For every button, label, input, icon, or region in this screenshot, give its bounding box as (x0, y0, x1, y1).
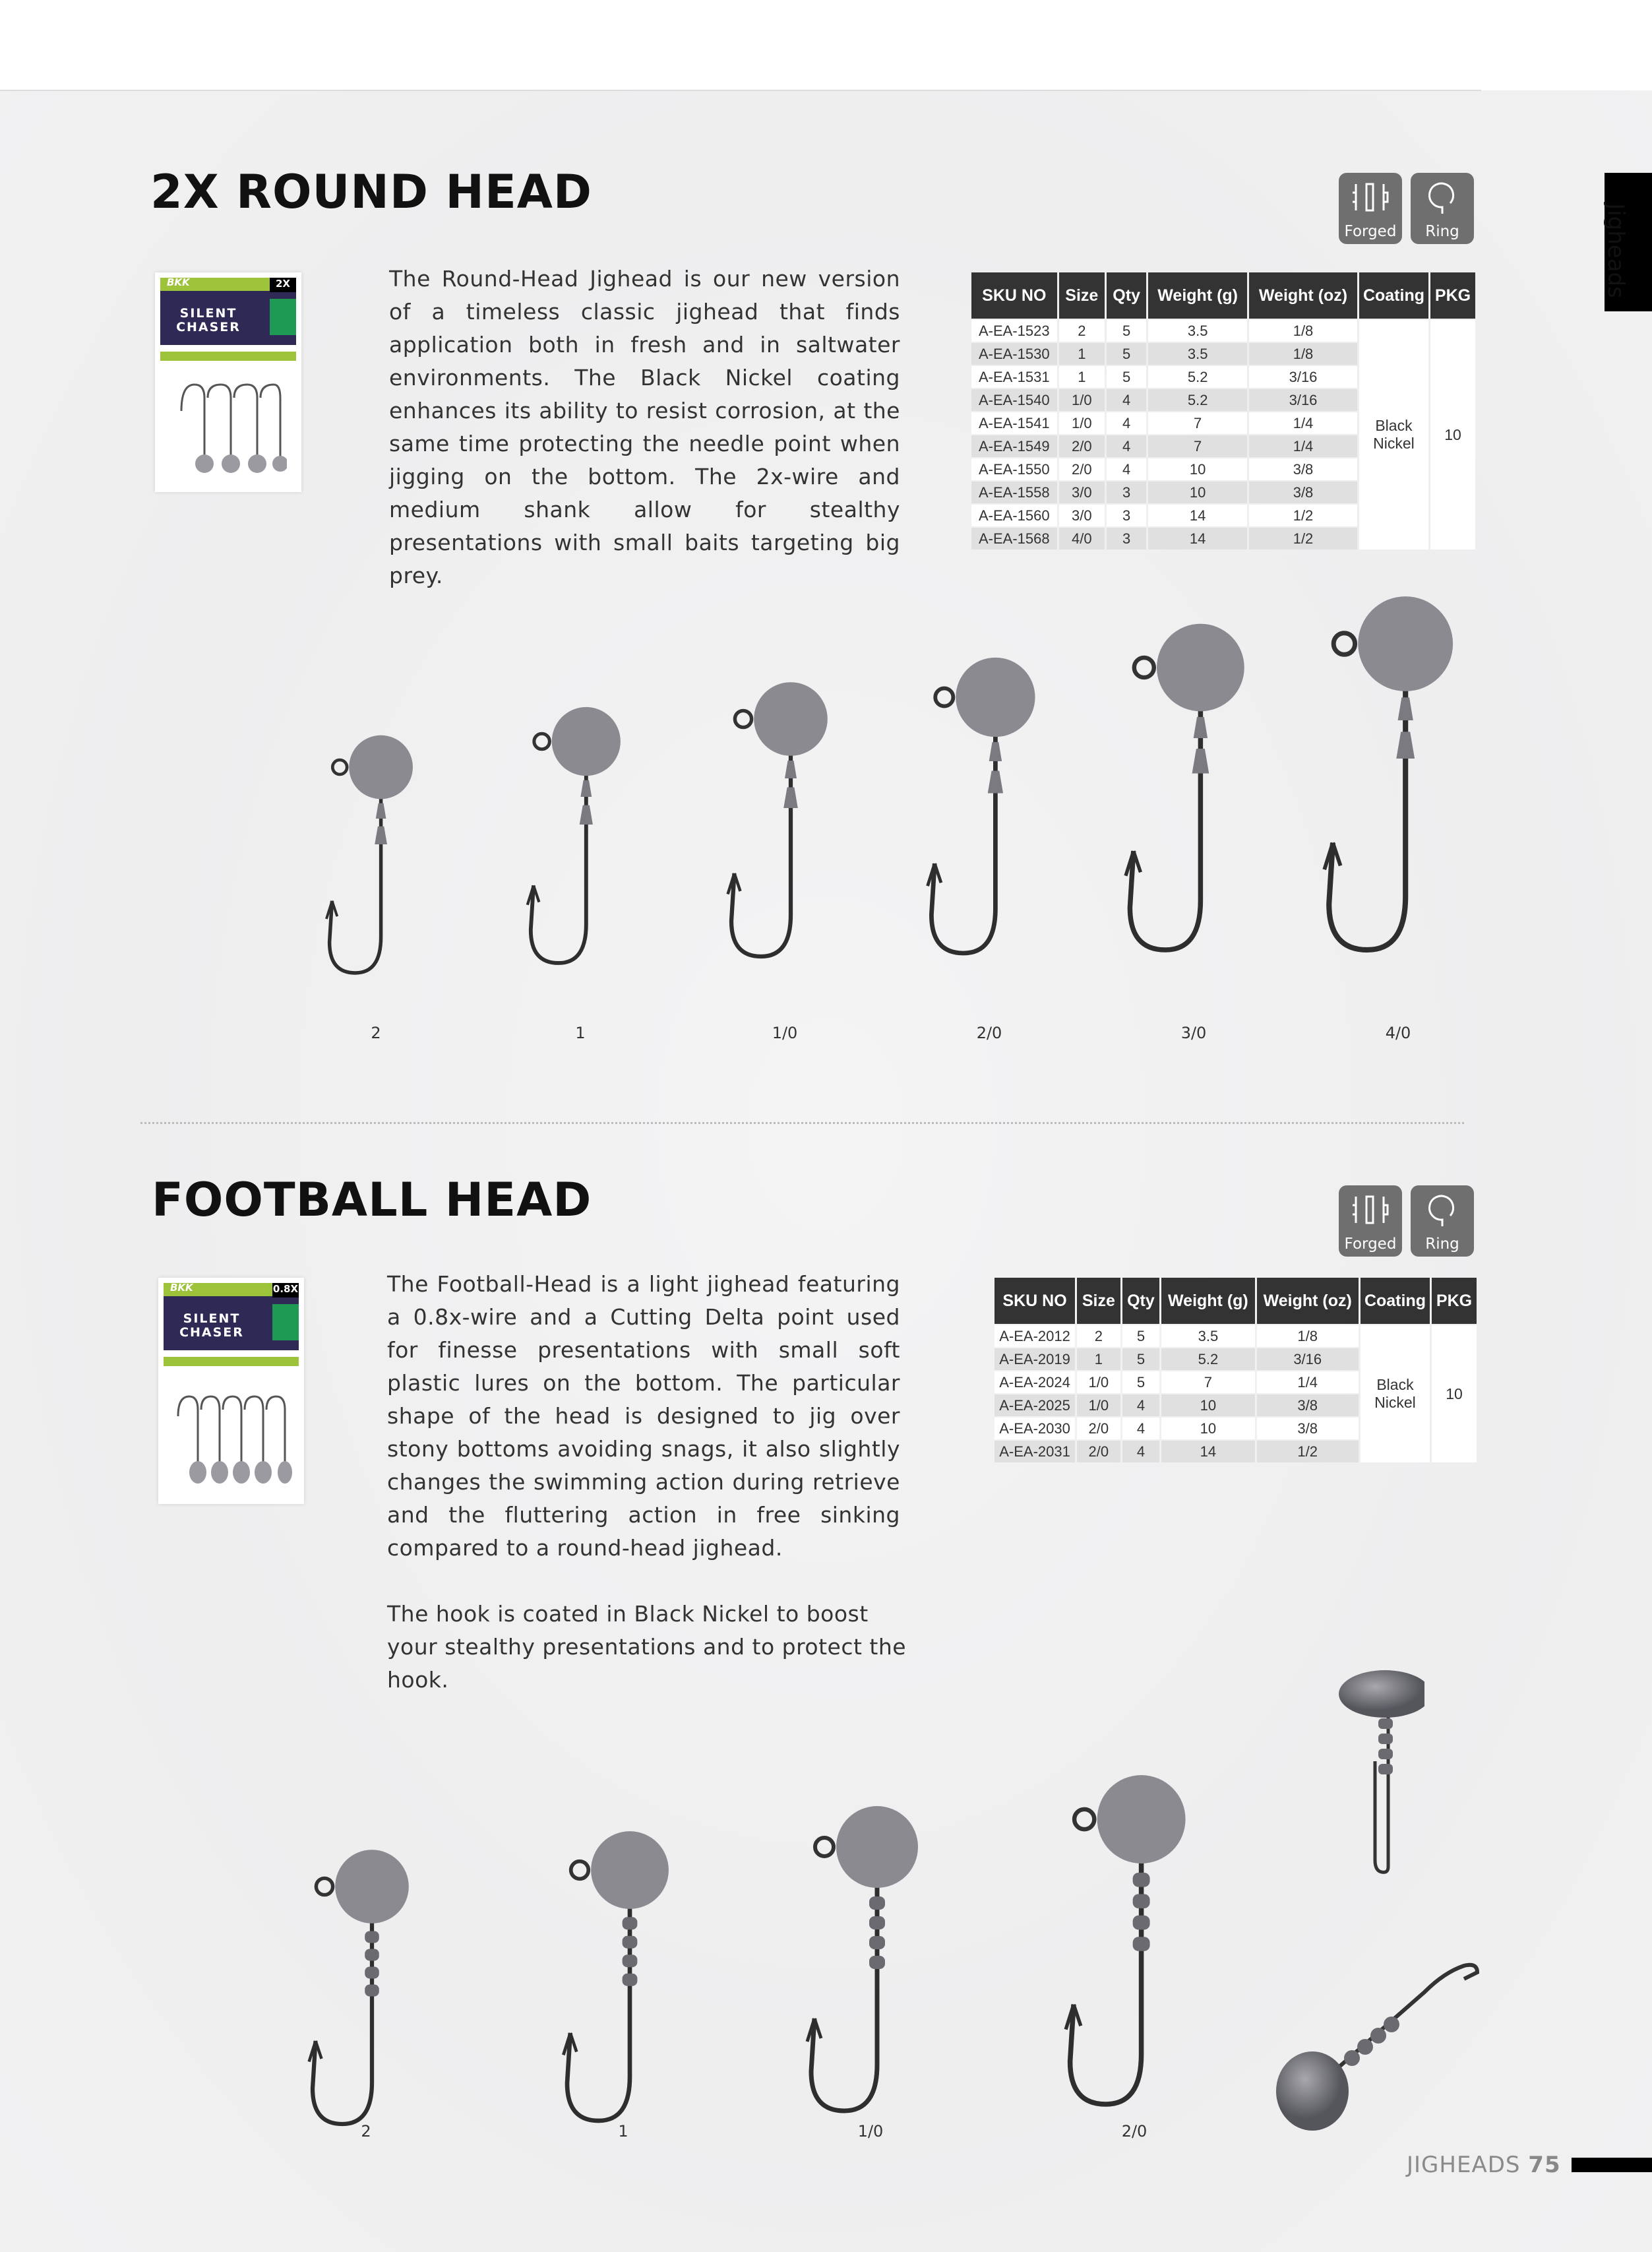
table-cell: 4 (1107, 412, 1146, 434)
table-cell: 4 (1107, 435, 1146, 457)
table-cell: A-EA-1549 (971, 435, 1057, 457)
column-header: Coating (1361, 1278, 1430, 1324)
table-cell: 3 (1107, 505, 1146, 526)
table-cell: 4 (1122, 1441, 1160, 1462)
table-cell: 14 (1148, 505, 1247, 526)
table-cell: 3/0 (1059, 482, 1105, 503)
column-header: Weight (oz) (1249, 272, 1357, 319)
package-brand: BKK (170, 1282, 193, 1294)
page-header-area (0, 0, 1652, 90)
table-cell: 5 (1122, 1371, 1160, 1393)
table-cell: A-EA-2024 (994, 1371, 1075, 1393)
jighead-image (919, 633, 1047, 968)
football-head-description: The Football-Head is a light jighead featuring a 0.8x-wire and a Cutting Delta point used for finesse presentations with small soft plastic lures on the bottom. The particular shape of the head is designed to jig over stony bottoms avoiding snags, it also slightly changes the swimming action during retrieve and the fluttering action in free sinking compared to a round-head jighead. (387, 1271, 900, 1561)
ring-icon (1423, 1193, 1462, 1230)
table-cell: A-EA-1530 (971, 343, 1057, 365)
table-cell: A-EA-1550 (971, 458, 1057, 480)
table-cell: 5 (1122, 1348, 1160, 1370)
column-header: Size (1059, 272, 1105, 319)
round-head-description: The Round-Head Jighead is our new version of a timeless classic jighead that finds application both in fresh and in saltwater environments. The Black Nickel coating enhances its ability to resist corrosion, at the same time protecting the needle point when jigging on the bottom. The 2x-wire and medium shank allow for stealthy presentations with small baits targeting big prey. (389, 266, 900, 588)
table-cell: 4 (1122, 1394, 1160, 1416)
table-cell: 10 (1161, 1394, 1254, 1416)
coating-cell: Black Nickel (1359, 320, 1428, 549)
table-cell: A-EA-2012 (994, 1325, 1075, 1347)
ring-icon (1423, 181, 1462, 217)
package-hooks-image (168, 1383, 293, 1495)
column-header: Weight (g) (1148, 272, 1247, 319)
ring-label: Ring (1425, 1235, 1459, 1253)
jighead-image (301, 1827, 419, 2139)
table-cell: 1/8 (1249, 343, 1357, 365)
jighead-image (555, 1807, 680, 2136)
table-cell: A-EA-1541 (971, 412, 1057, 434)
table-cell: 1/4 (1249, 435, 1357, 457)
column-header: SKU NO (994, 1278, 1075, 1324)
column-header: Qty (1107, 272, 1146, 319)
round-head-spec-table (969, 271, 1477, 551)
jighead-image (520, 686, 630, 977)
football-head-side-view-image (1266, 1959, 1484, 2137)
package-brand: BKK (167, 276, 190, 288)
table-cell: 1/8 (1249, 320, 1357, 342)
hook-size-label: 1/0 (857, 2122, 884, 2141)
table-cell: A-EA-1560 (971, 505, 1057, 526)
section-title-football-head: FOOTBALL HEAD (152, 1173, 592, 1227)
table-cell: 1/4 (1257, 1371, 1359, 1393)
section-divider (140, 1122, 1464, 1124)
column-header: Size (1077, 1278, 1120, 1324)
table-cell: 10 (1161, 1418, 1254, 1439)
footer-bar (1572, 2158, 1652, 2172)
table-cell: 5.2 (1148, 366, 1247, 388)
table-cell: 10 (1148, 482, 1247, 503)
jighead-image (319, 716, 422, 986)
jighead-image (1056, 1748, 1198, 2121)
table-cell: A-EA-1568 (971, 528, 1057, 549)
table-cell: 7 (1148, 412, 1247, 434)
table-cell: 7 (1148, 435, 1247, 457)
section-title-round-head: 2X ROUND HEAD (150, 165, 593, 219)
table-cell: 3.5 (1148, 320, 1247, 342)
table-cell: 3/0 (1059, 505, 1105, 526)
package-tag: 0.8X (272, 1283, 299, 1298)
table-cell: 3/16 (1257, 1348, 1359, 1370)
package-hooks-image (168, 371, 287, 484)
pkg-cell: 10 (1430, 320, 1475, 549)
table-cell: 4/0 (1059, 528, 1105, 549)
table-cell: 2/0 (1059, 435, 1105, 457)
table-cell: 3/8 (1257, 1418, 1359, 1439)
column-header: Qty (1122, 1278, 1160, 1324)
table-cell: 3 (1107, 482, 1146, 503)
table-cell: 2/0 (1077, 1441, 1120, 1462)
column-header: SKU NO (971, 272, 1057, 319)
table-row (971, 320, 1475, 342)
hook-size-label: 2/0 (976, 1024, 1002, 1042)
table-cell: 3/8 (1249, 482, 1357, 503)
table-cell: A-EA-2030 (994, 1418, 1075, 1439)
package-tag: 2X (270, 278, 296, 292)
column-header: Weight (oz) (1257, 1278, 1359, 1324)
column-header: Coating (1359, 272, 1428, 319)
section-tab-label: Jigheads (1603, 203, 1629, 298)
forged-label: Forged (1344, 223, 1397, 240)
jighead-image (798, 1781, 930, 2127)
table-cell: 1 (1059, 366, 1105, 388)
football-head-spec-table (993, 1276, 1479, 1464)
column-header: PKG (1432, 1278, 1477, 1324)
header-divider (0, 90, 1481, 91)
table-cell: 2/0 (1077, 1418, 1120, 1439)
table-cell: 1/2 (1249, 528, 1357, 549)
forged-icon (1351, 181, 1390, 214)
table-cell: 1/0 (1059, 412, 1105, 434)
ring-badge (1411, 1185, 1474, 1257)
package-name: SILENT CHASER (176, 306, 241, 334)
table-cell: A-EA-2025 (994, 1394, 1075, 1416)
table-cell: 3/16 (1249, 366, 1357, 388)
product-package-football-head (158, 1278, 304, 1504)
table-cell: 3/16 (1249, 389, 1357, 411)
product-package-round-head (155, 272, 301, 492)
table-cell: 1/0 (1059, 389, 1105, 411)
table-cell: 1/8 (1257, 1325, 1359, 1347)
table-cell: 7 (1161, 1371, 1254, 1393)
table-cell: A-EA-1558 (971, 482, 1057, 503)
page-footer (1407, 2152, 1561, 2178)
ring-label: Ring (1425, 223, 1459, 240)
football-head-coating-note: The hook is coated in Black Nickel to boost your stealthy presentations and to protect the hook. (387, 1601, 907, 1693)
table-header-row (971, 272, 1475, 319)
table-cell: 4 (1122, 1418, 1160, 1439)
package-name: SILENT CHASER (179, 1311, 244, 1340)
table-cell: 3.5 (1148, 343, 1247, 365)
ring-badge (1411, 173, 1474, 244)
table-cell: A-EA-2019 (994, 1348, 1075, 1370)
table-cell: 4 (1107, 389, 1146, 411)
table-cell: 3/8 (1249, 458, 1357, 480)
forged-label: Forged (1344, 1235, 1397, 1253)
hook-size-label: 1/0 (772, 1024, 798, 1042)
footer-section: JIGHEADS (1407, 2152, 1521, 2178)
page-number: 75 (1528, 2152, 1561, 2178)
column-header: Weight (g) (1161, 1278, 1254, 1324)
column-header: PKG (1430, 272, 1475, 319)
table-cell: 2 (1077, 1325, 1120, 1347)
table-cell: 14 (1161, 1441, 1254, 1462)
table-cell: A-EA-1540 (971, 389, 1057, 411)
hook-size-label: 2 (361, 2122, 371, 2141)
table-header-row (994, 1278, 1477, 1324)
jighead-image (1314, 567, 1467, 968)
hook-size-label: 2 (371, 1024, 381, 1042)
table-cell: 1/0 (1077, 1371, 1120, 1393)
table-cell: 1/2 (1257, 1441, 1359, 1462)
table-cell: 5.2 (1161, 1348, 1254, 1370)
coating-cell: Black Nickel (1361, 1325, 1430, 1462)
table-cell: 1/2 (1249, 505, 1357, 526)
table-cell: 3/8 (1257, 1394, 1359, 1416)
pkg-cell: 10 (1432, 1325, 1477, 1462)
hook-size-label: 2/0 (1121, 2122, 1147, 2141)
forged-badge (1339, 173, 1402, 244)
football-head-front-view-image (1326, 1662, 1424, 1880)
table-cell: A-EA-1531 (971, 366, 1057, 388)
table-cell: 1/0 (1077, 1394, 1120, 1416)
forged-badge (1339, 1185, 1402, 1257)
table-cell: 5 (1107, 320, 1146, 342)
table-cell: A-EA-1523 (971, 320, 1057, 342)
table-cell: A-EA-2031 (994, 1441, 1075, 1462)
table-cell: 3 (1107, 528, 1146, 549)
table-cell: 2 (1059, 320, 1105, 342)
table-cell: 10 (1148, 458, 1247, 480)
table-cell: 5 (1107, 343, 1146, 365)
table-cell: 14 (1148, 528, 1247, 549)
table-cell: 3.5 (1161, 1325, 1254, 1347)
table-cell: 4 (1107, 458, 1146, 480)
hook-size-label: 1 (618, 2122, 628, 2141)
table-cell: 5 (1107, 366, 1146, 388)
table-cell: 2/0 (1059, 458, 1105, 480)
hook-size-label: 1 (575, 1024, 586, 1042)
forged-icon (1351, 1193, 1390, 1226)
hook-size-label: 4/0 (1385, 1024, 1411, 1042)
table-cell: 5.2 (1148, 389, 1247, 411)
table-cell: 5 (1122, 1325, 1160, 1347)
jighead-image (1116, 597, 1257, 966)
table-cell: 1/4 (1249, 412, 1357, 434)
table-row (994, 1325, 1477, 1347)
jighead-image (719, 660, 838, 971)
hook-size-label: 3/0 (1180, 1024, 1207, 1042)
table-cell: 1 (1059, 343, 1105, 365)
table-cell: 1 (1077, 1348, 1120, 1370)
